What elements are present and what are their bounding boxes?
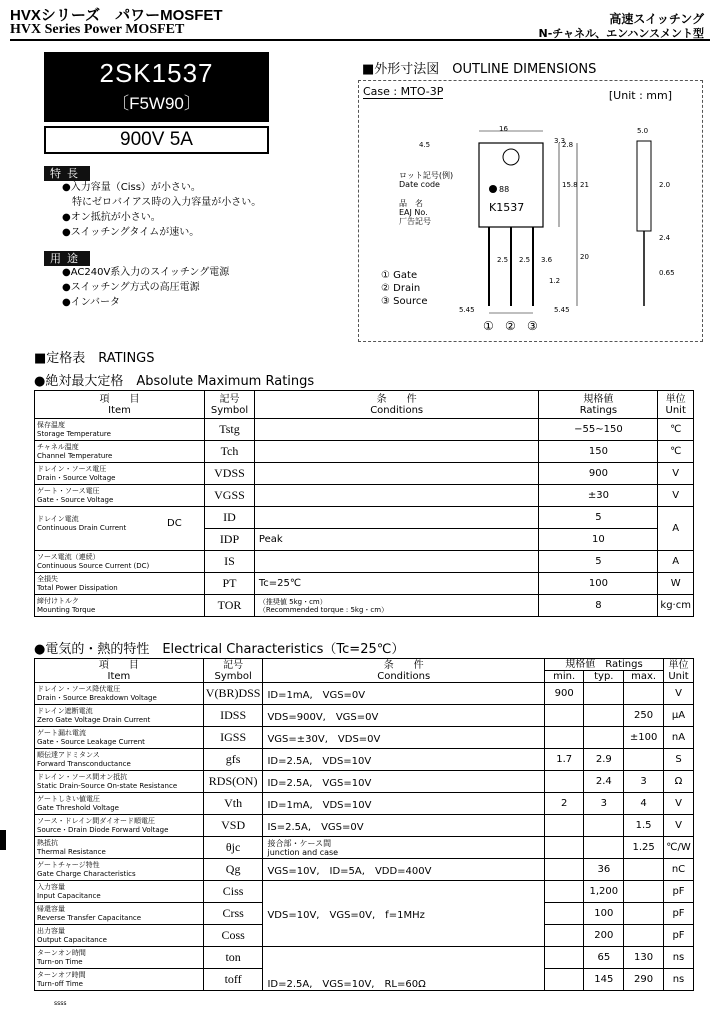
table-row: ソース・ドレイン間ダイオード順電圧 Source・Drain Diode Forward Voltage VSD IS=2.5A, VGS=0V 1.5 V <box>35 815 694 837</box>
table-row: ゲートしきい値電圧 Gate Threshold Voltage Vth ID=1mA, VDS=10V 2 3 4 V <box>35 793 694 815</box>
dim-body-h: 15.8 <box>562 181 578 189</box>
mounting-hole <box>503 149 519 165</box>
dim-side-3: 0.65 <box>659 269 675 277</box>
pin-drain: ② Drain <box>381 283 421 294</box>
ratings-title: ■定格表 RATINGS <box>34 351 155 366</box>
applications-section <box>44 247 90 266</box>
abs-max-title: ●絶対最大定格 Absolute Maximum Ratings <box>34 374 315 389</box>
table-row: ゲート・ソース電圧 Gate・Source Voltage VGSS ±30 V <box>35 485 694 507</box>
dim-side-top: 5.0 <box>637 127 649 135</box>
part-alt-number: 〔F5W90〕 <box>112 94 201 113</box>
outline-drawing-frame <box>358 80 703 342</box>
dim-lead-1: 2.5 <box>497 256 509 264</box>
header-rule <box>10 39 710 41</box>
pin-gate: ① Gate <box>381 270 418 281</box>
table-row: ドレイン・ソース間オン抵抗 Static Drain-Source On-state Resistance RDS(ON) ID=2.5A, VGS=10V 2.4 3 Ω <box>35 771 694 793</box>
table-row: ドレイン電流 Continuous Drain Current DC ID 5 A <box>35 507 694 529</box>
table-row: ターンオフ時間 Turn-off Time toff 145 290 ns <box>35 969 694 991</box>
pin-number-3: ③ <box>527 319 538 333</box>
table-row: 熱抵抗 Thermal Resistance θjc 接合部・ケース間 junction and case 1.25 ℃/W <box>35 837 694 859</box>
list-item: 特にゼロバイアス時の入力容量が小さい。 <box>62 197 262 208</box>
dim-lead-3: 3.6 <box>541 256 553 264</box>
dim-hole: 4.5 <box>419 141 431 149</box>
dim-height-1: 21 <box>580 181 589 189</box>
dim-side-2: 2.4 <box>659 234 671 242</box>
table-row: 締付けトルク Mounting Torque TOR （推奨値 5kg・cm） （Recommended torque : 5kg・cm） 8 kg·cm <box>35 595 694 617</box>
list-item: ●オン抵抗が小さい。 <box>62 212 161 223</box>
dim-body-top: 2.8 <box>562 141 574 149</box>
features-section <box>44 162 90 181</box>
table-row: 順伝達アドミタンス Forward Transconductance gfs ID=2.5A, VDS=10V 1.7 2.9 S <box>35 749 694 771</box>
feature-line-1: 高速スイッチング <box>609 12 704 26</box>
features-list <box>62 180 261 240</box>
features-tag: 特長 <box>44 166 90 181</box>
lot-label: ロット記号(例) Date code <box>399 171 454 189</box>
abs-max-table: 項 目 Item 記号 Symbol 条 件 Conditions 規格値 Ratings 単位 Unit 保存温度 Storage Temperature Tstg −55∼150 ℃ チャネル温度 Channel Temperature Tch 150 ℃ ドレイン・ソース電圧 Drain・Source Voltage VDSS 900 V ゲート・ソース電圧 Gate・Source Voltage VGSS ±30 V ドレイン電流 Continuous Drain Current DC ID 5 A IDP Peak 10 ソース電流（連続） Continuous Source Current (DC) IS 5 A 全損失 Total Power Dissipation PT Tc=25℃ 100 W 締付けトルク Mounting Torque TOR （推奨値 5kg・cm） （Recommended torque : 5kg・cm） 8 kg·cm <box>34 390 694 617</box>
dim-width: 16 <box>499 125 508 133</box>
table-row: ドレイン遮断電流 Zero Gate Voltage Drain Current IDSS VDS=900V, VGS=0V 250 μA <box>35 705 694 727</box>
unit-label: [Unit : mm] <box>608 89 672 102</box>
list-item: ●インバータ <box>62 297 121 308</box>
index-mark <box>489 185 497 193</box>
pin-number-1: ① <box>483 319 494 333</box>
table-row: チャネル温度 Channel Temperature Tch 150 ℃ <box>35 441 694 463</box>
table-row: ゲートチャージ特性 Gate Charge Characteristics Qg VGS=10V, ID=5A, VDD=400V 36 nC <box>35 859 694 881</box>
name-label: 品 名 EAJ No. 厂告記号 <box>399 199 431 226</box>
dim-lead-2: 2.5 <box>519 256 531 264</box>
part-number: 2SK1537 <box>99 58 214 88</box>
pin-number-2: ② <box>505 319 516 333</box>
table-row: 保存温度 Storage Temperature Tstg −55∼150 ℃ <box>35 419 694 441</box>
table-row: ドレイン・ソース電圧 Drain・Source Voltage VDSS 900 V <box>35 463 694 485</box>
package-side-view <box>637 141 651 231</box>
table-row: 出力容量 Output Capacitance Coss 200 pF <box>35 925 694 947</box>
edge-tab <box>0 830 6 850</box>
electrical-table: 項 目 Item 記号 Symbol 条 件 Conditions 規格値 Ratings 単位 Unit min. typ. max. ドレイン・ソース降伏電圧 Drain・Source Breakdown Voltage V(BR)DSS ID=1mA, VGS=0V 900 V ドレイン遮断電流 Zero Gate Voltage Drain Current IDSS VDS=900V, VGS=0V 250 μA ゲート漏れ電流 Gate・Source Leakage Current IGSS VGS=±30V, VDS=0V ±100 nA 順伝達アドミタンス Forward Transconductance gfs ID=2.5A, VDS=10V 1.7 2.9 S ドレイン・ソース間オン抵抗 Static Drain-Source On-state Resistance RDS(ON) ID=2.5A, VGS=10V 2.4 3 Ω ゲートしきい値電圧 Gate Threshold Voltage Vth ID=1mA, VDS=10V 2 3 4 V ソース・ドレイン間ダイオード順電圧 Source・Drain Diode Forward Voltage VSD IS=2.5A, VGS=0V 1.5 V 熱抵抗 Thermal Resistance θjc 接合部・ケース間 junction and case 1.25 ℃/W ゲートチャージ特性 Gate Charge Characteristics Qg VGS=10V, ID=5A, VDD=400V 36 nC 入力容量 Input Capacitance Ciss VDS=10V, VGS=0V, f=1MHz 1,200 pF 帰還容量 Reverse Transfer Capacitance Crss 100 pF 出力容量 Output Capacitance Coss 200 pF ターンオン時間 Turn-on Time ton ID=2.5A, VGS=10V, RL=60Ω 65 130 ns ターンオフ時間 Turn-off Time toff 145 290 ns <box>34 658 694 991</box>
table-row: ゲート漏れ電流 Gate・Source Leakage Current IGSS VGS=±30V, VDS=0V ±100 nA <box>35 727 694 749</box>
case-label: Case : MTO-3P <box>363 85 444 98</box>
dim-height-2: 20 <box>580 253 589 261</box>
dim-pitch-1: 5.45 <box>459 306 475 314</box>
page-marker: ssss <box>54 1000 67 1007</box>
outline-title: ■外形寸法図 OUTLINE DIMENSIONS <box>362 62 597 77</box>
pin-legend <box>381 269 428 308</box>
part-number-box <box>44 52 269 122</box>
dim-side-1: 2.0 <box>659 181 671 189</box>
lot-code: 88 <box>499 185 510 194</box>
table-row: ターンオン時間 Turn-on Time ton ID=2.5A, VGS=10V, RL=60Ω 65 130 ns <box>35 947 694 969</box>
applications-tag: 用途 <box>44 251 90 266</box>
table-row: 入力容量 Input Capacitance Ciss VDS=10V, VGS=0V, f=1MHz 1,200 pF <box>35 881 694 903</box>
dim-pitch-2: 5.45 <box>554 306 570 314</box>
applications-list <box>62 265 229 310</box>
electrical-title: ●電気的・熱的特性 Electrical Characteristics（Tc=25℃） <box>34 642 405 657</box>
feature-line-2: N-チャネル、エンハンスメント型 <box>538 27 704 40</box>
table-row: 全損失 Total Power Dissipation PT Tc=25℃ 100 W <box>35 573 694 595</box>
list-item: ●入力容量（Ciss）が小さい。 <box>62 182 201 193</box>
list-item: ●スイッチングタイムが速い。 <box>62 227 200 238</box>
list-item: ●スイッチング方式の高圧電源 <box>62 282 200 293</box>
marking-text: K1537 <box>489 201 525 214</box>
table-row: 帰還容量 Reverse Transfer Capacitance Crss 100 pF <box>35 903 694 925</box>
dim-lead-w: 1.2 <box>549 277 561 285</box>
list-item: ●AC240V系入力のスイッチング電源 <box>62 267 230 278</box>
table-row: ドレイン・ソース降伏電圧 Drain・Source Breakdown Voltage V(BR)DSS ID=1mA, VGS=0V 900 V <box>35 683 694 705</box>
series-title-en: HVX Series Power MOSFET <box>10 22 185 37</box>
series-title-jp: HVXシリーズ パワーMOSFET <box>10 7 223 24</box>
package-body <box>479 143 543 227</box>
dim-top: 3.3 <box>554 137 566 145</box>
table-row: ソース電流（連続） Continuous Source Current (DC) IS 5 A <box>35 551 694 573</box>
voltage-current-rating: 900V 5A <box>44 126 269 154</box>
table-row: IDP Peak 10 <box>35 529 694 551</box>
pin-source: ③ Source <box>381 296 428 307</box>
